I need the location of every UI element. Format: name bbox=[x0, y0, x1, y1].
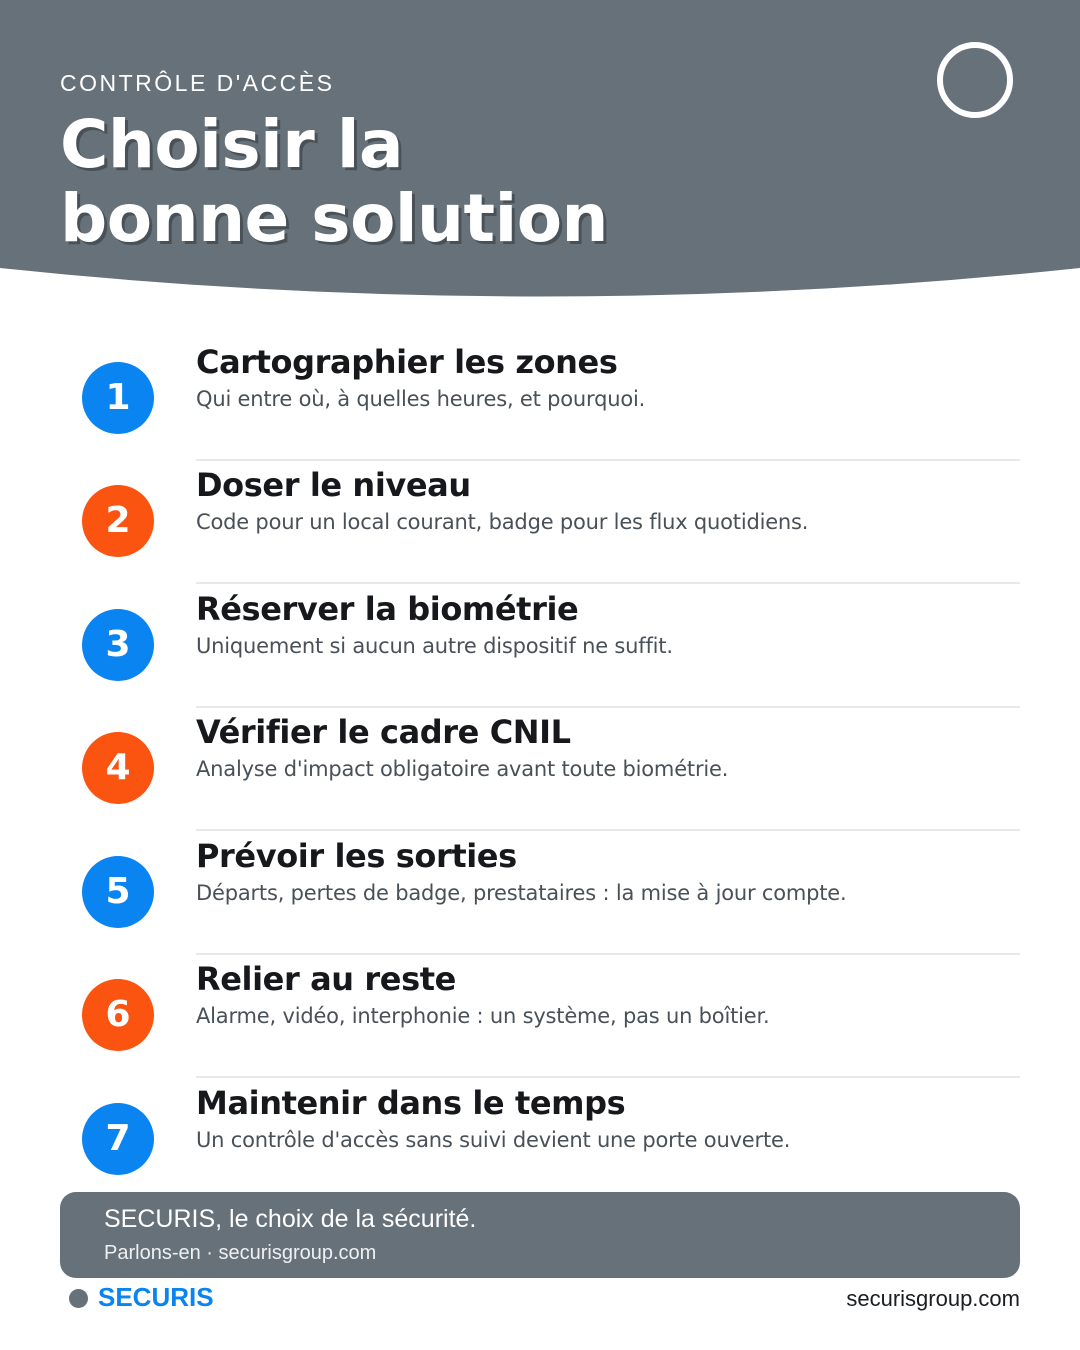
step-description: Départs, pertes de badge, prestataires : la mise à jour compte. bbox=[196, 881, 847, 905]
step-description: Code pour un local courant, badge pour les flux quotidiens. bbox=[196, 510, 809, 534]
step-title: Vérifier le cadre CNIL bbox=[196, 713, 571, 751]
divider bbox=[196, 1076, 1020, 1078]
step-title: Prévoir les sorties bbox=[196, 837, 517, 875]
step-description: Uniquement si aucun autre dispositif ne suffit. bbox=[196, 634, 673, 658]
divider bbox=[196, 706, 1020, 708]
step-number-badge: 1 bbox=[82, 362, 154, 434]
brand-logo: SECURIS bbox=[98, 1282, 214, 1312]
step-number-badge: 6 bbox=[82, 979, 154, 1051]
header-eyebrow: CONTRÔLE D'ACCÈS bbox=[60, 70, 335, 96]
step-item bbox=[0, 343, 1080, 486]
step-description: Un contrôle d'accès sans suivi devient une porte ouverte. bbox=[196, 1128, 791, 1152]
step-title: Relier au reste bbox=[196, 960, 456, 998]
step-item bbox=[0, 837, 1080, 980]
step-title: Maintenir dans le temps bbox=[196, 1084, 626, 1122]
step-number-badge: 3 bbox=[82, 609, 154, 681]
step-description: Analyse d'impact obligatoire avant toute biométrie. bbox=[196, 757, 729, 781]
circle-outline-icon bbox=[937, 42, 1013, 118]
step-number-badge: 2 bbox=[82, 485, 154, 557]
step-number-badge: 7 bbox=[82, 1103, 154, 1175]
page-title-line-1: Choisir la bbox=[60, 106, 403, 183]
step-title: Réserver la biométrie bbox=[196, 590, 579, 628]
divider bbox=[196, 459, 1020, 461]
step-number-badge: 4 bbox=[82, 732, 154, 804]
step-description: Qui entre où, à quelles heures, et pourquoi. bbox=[196, 387, 646, 411]
page-title bbox=[60, 108, 608, 256]
footer-tagline: SECURIS, le choix de la sécurité. bbox=[104, 1205, 477, 1233]
step-number-badge: 5 bbox=[82, 856, 154, 928]
divider bbox=[196, 582, 1020, 584]
divider bbox=[196, 829, 1020, 831]
step-description: Alarme, vidéo, interphonie : un système, pas un boîtier. bbox=[196, 1004, 770, 1028]
divider bbox=[196, 953, 1020, 955]
brand-dot-icon bbox=[69, 1289, 88, 1308]
footer-banner bbox=[60, 1192, 1020, 1278]
step-item bbox=[0, 713, 1080, 856]
step-title: Cartographier les zones bbox=[196, 343, 618, 381]
page-title-line-2: bonne solution bbox=[60, 180, 609, 257]
footer-contact-link[interactable]: Parlons-en · securisgroup.com bbox=[104, 1242, 377, 1264]
step-title: Doser le niveau bbox=[196, 466, 471, 504]
website-link[interactable]: securisgroup.com bbox=[846, 1286, 1020, 1311]
